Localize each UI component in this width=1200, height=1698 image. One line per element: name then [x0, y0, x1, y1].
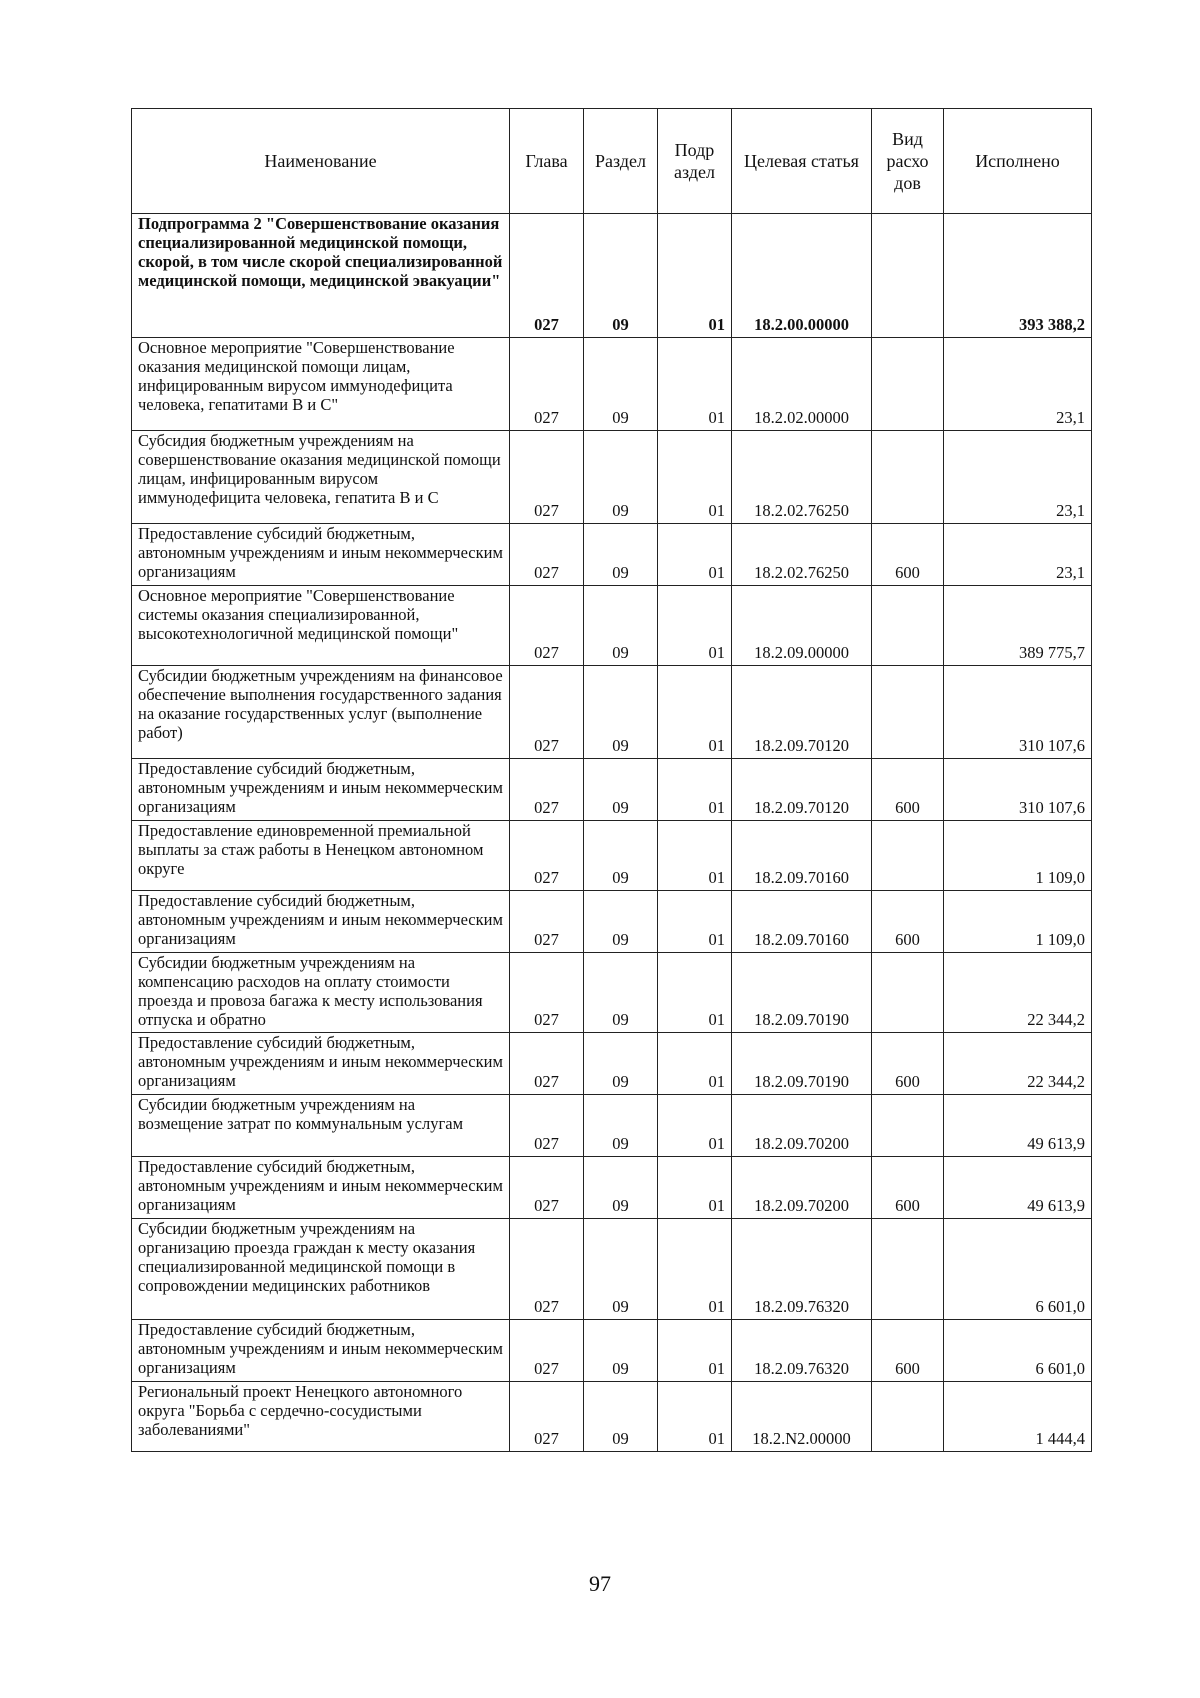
row-section-cell: 09 [584, 953, 658, 1033]
row-subsection-cell: 01 [658, 891, 732, 953]
row-chapter-cell: 027 [510, 891, 584, 953]
row-subsection-cell: 01 [658, 1157, 732, 1219]
row-name-cell: Предоставление единовременной премиальной выплаты за стаж работы в Ненецком автономном округе [132, 821, 510, 891]
row-chapter-cell: 027 [510, 586, 584, 666]
row-section-cell: 09 [584, 338, 658, 431]
table-row [132, 524, 1092, 586]
row-target-cell: 18.2.09.76320 [732, 1320, 872, 1382]
table-row [132, 891, 1092, 953]
row-executed-cell: 1 444,4 [944, 1382, 1092, 1452]
row-chapter-cell: 027 [510, 431, 584, 524]
row-subsection-cell: 01 [658, 338, 732, 431]
row-executed-cell: 49 613,9 [944, 1095, 1092, 1157]
row-name-cell: Подпрограмма 2 "Совершенствование оказания специализированной медицинской помощи, скорой, в том числе скорой специализированной медицинской помощи, медицинской эвакуации" [132, 214, 510, 338]
row-chapter-cell: 027 [510, 524, 584, 586]
table-row [132, 1382, 1092, 1452]
row-subsection-cell: 01 [658, 1382, 732, 1452]
row-executed-cell: 23,1 [944, 524, 1092, 586]
row-executed-cell: 6 601,0 [944, 1320, 1092, 1382]
row-executed-cell: 1 109,0 [944, 891, 1092, 953]
row-subsection-cell: 01 [658, 1320, 732, 1382]
table-row [132, 586, 1092, 666]
row-chapter-cell: 027 [510, 953, 584, 1033]
row-chapter-cell: 027 [510, 1095, 584, 1157]
row-subsection-cell: 01 [658, 1219, 732, 1320]
header-target: Целевая статья [732, 109, 872, 214]
row-name-cell: Предоставление субсидий бюджетным, автономным учреждениям и иным некоммерческим организациям [132, 1033, 510, 1095]
row-executed-cell: 22 344,2 [944, 1033, 1092, 1095]
row-subsection-cell: 01 [658, 586, 732, 666]
row-chapter-cell: 027 [510, 666, 584, 759]
row-subsection-cell: 01 [658, 666, 732, 759]
row-expense-type-cell [872, 214, 944, 338]
row-target-cell: 18.2.09.70190 [732, 953, 872, 1033]
row-name-cell: Субсидии бюджетным учреждениям на возмещение затрат по коммунальным услугам [132, 1095, 510, 1157]
row-name-cell: Региональный проект Ненецкого автономного округа "Борьба с сердечно-сосудистыми заболеваниями" [132, 1382, 510, 1452]
row-chapter-cell: 027 [510, 214, 584, 338]
row-target-cell: 18.2.00.00000 [732, 214, 872, 338]
row-target-cell: 18.2.09.70190 [732, 1033, 872, 1095]
row-target-cell: 18.2.09.76320 [732, 1219, 872, 1320]
row-executed-cell: 310 107,6 [944, 666, 1092, 759]
row-expense-type-cell [872, 338, 944, 431]
row-chapter-cell: 027 [510, 1320, 584, 1382]
table-row [132, 1033, 1092, 1095]
row-section-cell: 09 [584, 1382, 658, 1452]
row-chapter-cell: 027 [510, 1033, 584, 1095]
row-expense-type-cell [872, 953, 944, 1033]
table-row [132, 1157, 1092, 1219]
row-section-cell: 09 [584, 1157, 658, 1219]
row-name-cell: Субсидии бюджетным учреждениям на финансовое обеспечение выполнения государственного задания на оказание государственных услуг (выполнение работ) [132, 666, 510, 759]
row-expense-type-cell: 600 [872, 1033, 944, 1095]
table-row [132, 1095, 1092, 1157]
table-row [132, 666, 1092, 759]
row-section-cell: 09 [584, 1219, 658, 1320]
table-row [132, 953, 1092, 1033]
table-row [132, 1219, 1092, 1320]
table-header-row [132, 109, 1092, 214]
row-subsection-cell: 01 [658, 821, 732, 891]
row-expense-type-cell [872, 821, 944, 891]
row-name-cell: Предоставление субсидий бюджетным, автономным учреждениям и иным некоммерческим организациям [132, 524, 510, 586]
budget-table [131, 108, 1092, 1452]
row-chapter-cell: 027 [510, 1382, 584, 1452]
row-target-cell: 18.2.02.76250 [732, 431, 872, 524]
table-row [132, 759, 1092, 821]
row-executed-cell: 23,1 [944, 338, 1092, 431]
row-expense-type-cell: 600 [872, 759, 944, 821]
row-section-cell: 09 [584, 431, 658, 524]
row-subsection-cell: 01 [658, 1095, 732, 1157]
row-executed-cell: 6 601,0 [944, 1219, 1092, 1320]
row-target-cell: 18.2.02.00000 [732, 338, 872, 431]
header-name: Наименование [132, 109, 510, 214]
row-chapter-cell: 027 [510, 821, 584, 891]
row-executed-cell: 22 344,2 [944, 953, 1092, 1033]
header-chapter: Глава [510, 109, 584, 214]
row-section-cell: 09 [584, 821, 658, 891]
row-target-cell: 18.2.02.76250 [732, 524, 872, 586]
row-executed-cell: 1 109,0 [944, 821, 1092, 891]
row-subsection-cell: 01 [658, 953, 732, 1033]
row-target-cell: 18.2.09.70120 [732, 759, 872, 821]
row-executed-cell: 393 388,2 [944, 214, 1092, 338]
header-subsection: Подр аздел [658, 109, 732, 214]
row-expense-type-cell: 600 [872, 524, 944, 586]
row-name-cell: Предоставление субсидий бюджетным, автономным учреждениям и иным некоммерческим организациям [132, 1320, 510, 1382]
row-expense-type-cell [872, 1095, 944, 1157]
row-expense-type-cell: 600 [872, 891, 944, 953]
row-executed-cell: 23,1 [944, 431, 1092, 524]
row-section-cell: 09 [584, 666, 658, 759]
row-target-cell: 18.2.09.00000 [732, 586, 872, 666]
table-row [132, 1320, 1092, 1382]
row-name-cell: Предоставление субсидий бюджетным, автономным учреждениям и иным некоммерческим организациям [132, 891, 510, 953]
row-chapter-cell: 027 [510, 1219, 584, 1320]
row-target-cell: 18.2.09.70160 [732, 821, 872, 891]
row-section-cell: 09 [584, 1095, 658, 1157]
row-section-cell: 09 [584, 214, 658, 338]
row-subsection-cell: 01 [658, 214, 732, 338]
table-row [132, 431, 1092, 524]
row-subsection-cell: 01 [658, 759, 732, 821]
row-expense-type-cell: 600 [872, 1320, 944, 1382]
row-section-cell: 09 [584, 759, 658, 821]
row-name-cell: Субсидия бюджетным учреждениям на совершенствование оказания медицинской помощи лицам, инфицированным вирусом иммунодефицита человека, гепатита В и С [132, 431, 510, 524]
row-executed-cell: 310 107,6 [944, 759, 1092, 821]
row-subsection-cell: 01 [658, 1033, 732, 1095]
page-number: 97 [589, 1571, 611, 1596]
row-section-cell: 09 [584, 1320, 658, 1382]
row-name-cell: Субсидии бюджетным учреждениям на организацию проезда граждан к месту оказания специализированной медицинской помощи в сопровождении медицинских работников [132, 1219, 510, 1320]
row-name-cell: Субсидии бюджетным учреждениям на компенсацию расходов на оплату стоимости проезда и провоза багажа к месту использования отпуска и обратно [132, 953, 510, 1033]
row-section-cell: 09 [584, 524, 658, 586]
row-target-cell: 18.2.09.70200 [732, 1157, 872, 1219]
row-expense-type-cell [872, 586, 944, 666]
row-target-cell: 18.2.09.70120 [732, 666, 872, 759]
row-chapter-cell: 027 [510, 1157, 584, 1219]
row-name-cell: Предоставление субсидий бюджетным, автономным учреждениям и иным некоммерческим организациям [132, 759, 510, 821]
row-subsection-cell: 01 [658, 431, 732, 524]
row-expense-type-cell [872, 666, 944, 759]
row-subsection-cell: 01 [658, 524, 732, 586]
table-row [132, 214, 1092, 338]
header-executed: Исполнено [944, 109, 1092, 214]
row-executed-cell: 49 613,9 [944, 1157, 1092, 1219]
row-expense-type-cell [872, 1382, 944, 1452]
table-row [132, 821, 1092, 891]
header-section: Раздел [584, 109, 658, 214]
row-chapter-cell: 027 [510, 338, 584, 431]
row-expense-type-cell [872, 431, 944, 524]
row-target-cell: 18.2.N2.00000 [732, 1382, 872, 1452]
row-name-cell: Основное мероприятие "Совершенствование системы оказания специализированной, высокотехнологичной медицинской помощи" [132, 586, 510, 666]
row-expense-type-cell [872, 1219, 944, 1320]
row-name-cell: Основное мероприятие "Совершенствование оказания медицинской помощи лицам, инфицированным вирусом иммунодефицита человека, гепатитами В и С" [132, 338, 510, 431]
table-body [132, 214, 1092, 1452]
row-chapter-cell: 027 [510, 759, 584, 821]
row-section-cell: 09 [584, 891, 658, 953]
table-row [132, 338, 1092, 431]
row-section-cell: 09 [584, 586, 658, 666]
header-expense-type: Вид расхо дов [872, 109, 944, 214]
row-name-cell: Предоставление субсидий бюджетным, автономным учреждениям и иным некоммерческим организациям [132, 1157, 510, 1219]
row-expense-type-cell: 600 [872, 1157, 944, 1219]
row-target-cell: 18.2.09.70200 [732, 1095, 872, 1157]
row-target-cell: 18.2.09.70160 [732, 891, 872, 953]
row-section-cell: 09 [584, 1033, 658, 1095]
row-executed-cell: 389 775,7 [944, 586, 1092, 666]
